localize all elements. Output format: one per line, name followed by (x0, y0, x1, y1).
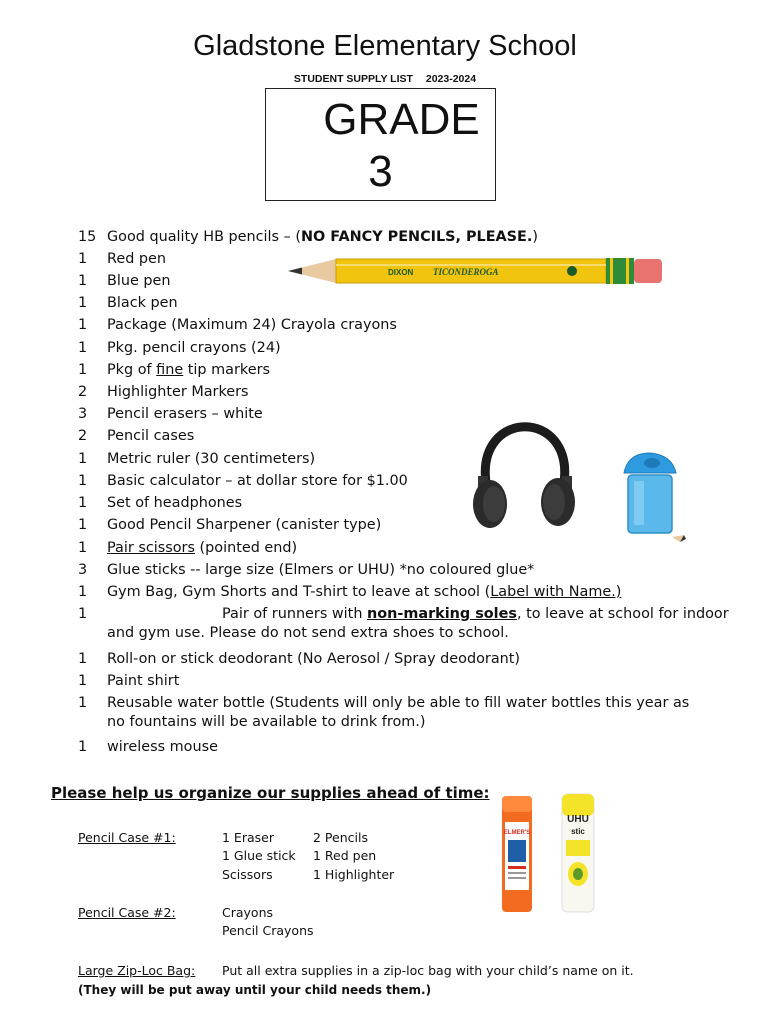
case2-item: Pencil Crayons (222, 923, 314, 938)
headband (485, 427, 564, 483)
item-text: Metric ruler (30 centimeters) (107, 451, 316, 467)
item-qty: 1 (78, 651, 88, 667)
item-text-after: (pointed end) (194, 540, 298, 556)
grade-box (265, 88, 496, 201)
case1-item: Scissors (222, 867, 273, 882)
item-qty: 1 (78, 451, 88, 467)
item-qty: 2 (78, 428, 88, 444)
case2-item: Crayons (222, 905, 274, 920)
pencil-eraser (634, 259, 662, 283)
pencil-brand: DIXON (388, 268, 414, 277)
item-text: Gym Bag, Gym Shorts and T-shirt to leave at school ( (107, 584, 491, 600)
school-year: 2023-2024 (425, 73, 477, 85)
zip-loc-text: Put all extra supplies in a zip-loc bag with your child’s name on it. (222, 963, 634, 978)
item-text: Paint shirt (107, 673, 180, 689)
item-qty: 1 (78, 606, 88, 622)
item-emphasis: non-marking soles (367, 606, 517, 622)
item-underline: fine (156, 362, 184, 378)
pencil-image (288, 255, 666, 287)
pencil-lead (288, 268, 302, 275)
item-text: Good Pencil Sharpener (canister type) (107, 517, 382, 533)
item-text: Pencil erasers – white (107, 406, 263, 422)
uhu-label: UHU (567, 814, 589, 825)
grade-number: 3 (368, 147, 393, 196)
item-qty: 1 (78, 340, 88, 356)
item-qty: 1 (78, 695, 88, 711)
item-text: Blue pen (107, 273, 171, 289)
elmers-label: ELMER'S (503, 830, 531, 836)
item-qty: 1 (78, 362, 88, 378)
headphones-image (470, 398, 580, 533)
item-qty: 1 (78, 295, 88, 311)
list-item-continuation: and gym use. Please do not send extra shoes to school. (107, 625, 509, 641)
list-item-continuation: no fountains will be available to drink from.) (107, 714, 426, 730)
item-qty: 1 (78, 251, 88, 267)
uhu-sub-label: stic (571, 827, 585, 836)
item-qty: 1 (78, 540, 88, 556)
item-text: Set of headphones (107, 495, 243, 511)
list-title: STUDENT SUPPLY LIST (293, 73, 413, 85)
item-qty: 1 (78, 273, 88, 289)
glue-sticks-image (500, 792, 600, 914)
case1-item: 1 Highlighter (313, 867, 395, 882)
item-underline: Label with Name.) (490, 584, 622, 600)
item-text: Basic calculator – at dollar store for $1.00 (107, 473, 408, 489)
item-qty: 1 (78, 473, 88, 489)
item-underline: Pair scissors (107, 540, 195, 556)
sharpener-image (618, 447, 688, 543)
item-text: Black pen (107, 295, 178, 311)
item-qty: 1 (78, 739, 88, 755)
school-title: Gladstone Elementary School (193, 30, 577, 62)
case1-item: 1 Eraser (222, 830, 274, 845)
zip-loc-note: (They will be put away until your child needs them.) (78, 983, 432, 997)
item-text: Pair of runners with (222, 606, 368, 622)
item-text: Reusable water bottle (Students will only be able to fill water bottles this year as (107, 695, 690, 711)
organize-heading: Please help us organize our supplies ahead of time: (51, 784, 490, 802)
grade-label: GRADE (323, 95, 480, 144)
zip-loc-label: Large Zip-Loc Bag: (78, 963, 196, 978)
item-qty: 2 (78, 384, 88, 400)
item-text: wireless mouse (107, 739, 218, 755)
item-text: Pkg. pencil crayons (24) (107, 340, 281, 356)
item-text: Pkg of (107, 362, 157, 378)
item-text: Highlighter Markers (107, 384, 249, 400)
pencil-case-1-label: Pencil Case #1: (78, 830, 176, 845)
item-text: Roll-on or stick deodorant (No Aerosol / Spray deodorant) (107, 651, 521, 667)
item-qty: 3 (78, 562, 88, 578)
item-qty: 1 (78, 584, 88, 600)
item-qty: 1 (78, 517, 88, 533)
item-text: Package (Maximum 24) Crayola crayons (107, 317, 397, 333)
item-qty: 15 (78, 229, 97, 245)
item-text: Pencil cases (107, 428, 195, 444)
item-text: Good quality HB pencils – ( (107, 229, 302, 245)
case1-item: 1 Red pen (313, 848, 377, 863)
item-emphasis: NO FANCY PENCILS, PLEASE. (301, 229, 533, 245)
item-text-after: tip markers (183, 362, 270, 378)
item-qty: 1 (78, 673, 88, 689)
item-qty: 3 (78, 406, 88, 422)
item-qty: 1 (78, 317, 88, 333)
supply-list-subtitle (0, 73, 770, 85)
case1-item: 2 Pencils (313, 830, 368, 845)
item-text-after: , to leave at school for indoor (516, 606, 729, 622)
item-text: Red pen (107, 251, 167, 267)
item-text: Glue sticks -- large size (Elmers or UHU) *no coloured glue* (107, 562, 535, 578)
pencil-model: TICONDEROGA (433, 267, 499, 277)
pencil-case-2-label: Pencil Case #2: (78, 905, 176, 920)
item-text-after: ) (532, 229, 538, 245)
item-qty: 1 (78, 495, 88, 511)
case1-item: 1 Glue stick (222, 848, 296, 863)
